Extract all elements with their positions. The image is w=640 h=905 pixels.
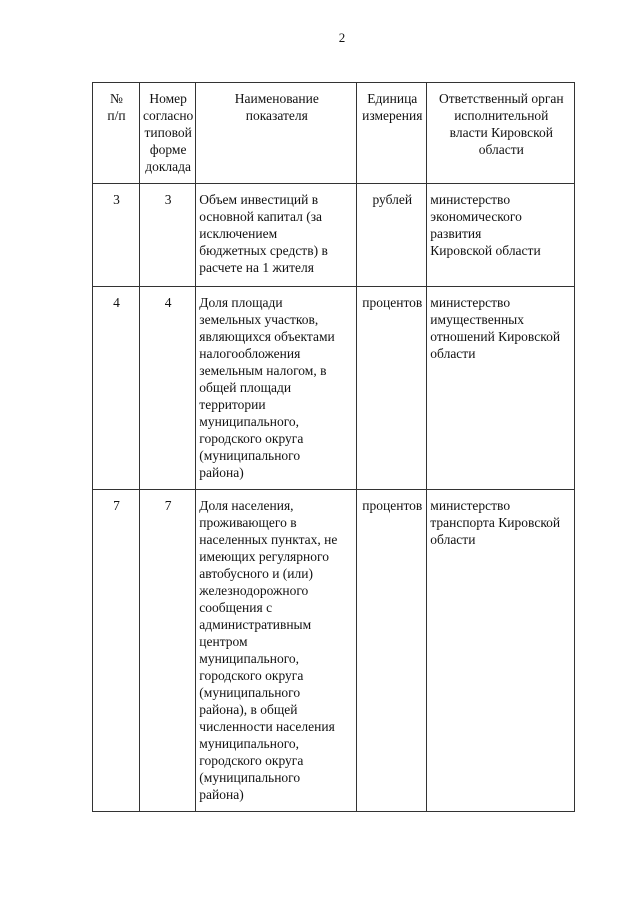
row-indicator-name: Доля населения, проживающего в населенных пунктах, не имеющих регулярного автобусного и (или) железнодорожного сообщения с административным центром муниципального, городского округа (муниципального района), в общей численности населения муниципального, городского округа (муниципального района)	[196, 490, 357, 812]
row-indicator-name: Объем инвестиций в основной капитал (за исключением бюджетных средств) в расчете на 1 жителя	[196, 184, 357, 287]
header-number: № п/п	[93, 83, 140, 184]
row-indicator-name: Доля площади земельных участков, являющихся объектами налогообложения земельным налогом, в общей площади территории муниципального, городского округа (муниципального района)	[196, 287, 357, 490]
row-unit: процентов	[357, 490, 427, 812]
row-responsible-body: министерство транспорта Кировской области	[427, 490, 575, 812]
row-responsible-body: министерство имущественных отношений Кировской области	[427, 287, 575, 490]
indicators-table	[92, 82, 575, 812]
row-form-number: 7	[140, 490, 196, 812]
row-number: 4	[93, 287, 140, 490]
row-form-number: 3	[140, 184, 196, 287]
row-unit: рублей	[357, 184, 427, 287]
row-unit: процентов	[357, 287, 427, 490]
row-number: 3	[93, 184, 140, 287]
table-row	[93, 490, 575, 812]
page-number: 2	[338, 30, 346, 45]
table-header-row	[93, 83, 575, 184]
table-row	[93, 184, 575, 287]
header-unit: Единица измерения	[357, 83, 427, 184]
header-form-number: Номер согласно типовой форме доклада	[140, 83, 196, 184]
header-responsible-body: Ответственный орган исполнительной власти Кировской области	[427, 83, 575, 184]
row-number: 7	[93, 490, 140, 812]
row-form-number: 4	[140, 287, 196, 490]
row-responsible-body: министерство экономического развития Кировской области	[427, 184, 575, 287]
header-indicator-name: Наименование показателя	[196, 83, 357, 184]
table-row	[93, 287, 575, 490]
